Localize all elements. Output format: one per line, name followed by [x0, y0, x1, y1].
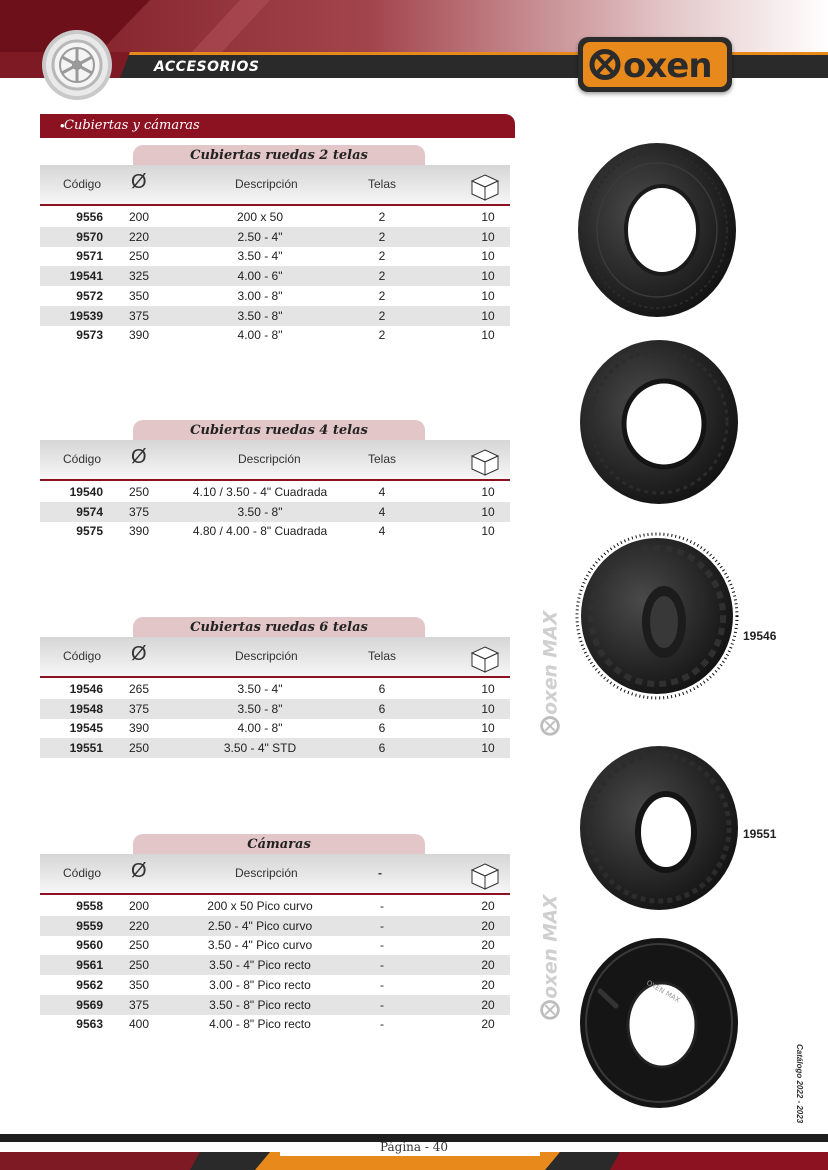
tire-label-19551: 19551	[743, 827, 777, 841]
row-plies: 6	[378, 702, 386, 716]
row-code: 19545	[69, 721, 103, 735]
oxen-logo	[578, 37, 732, 92]
row-plies: -	[380, 919, 384, 933]
row-code: 19539	[69, 309, 103, 323]
row-plies: 2	[378, 289, 386, 303]
header-diameter: Ø	[131, 860, 147, 882]
row-quantity: 10	[481, 524, 495, 538]
row-quantity: 20	[481, 998, 495, 1012]
row-diameter: 400	[129, 1017, 150, 1031]
row-quantity: 10	[481, 328, 495, 342]
header-plies: -	[378, 866, 382, 880]
row-description: 200 x 50 Pico curvo	[207, 899, 313, 913]
row-diameter: 390	[129, 524, 150, 538]
row-description: 3.50 - 8"	[237, 505, 283, 519]
table-header	[40, 165, 510, 206]
row-diameter: 375	[129, 998, 150, 1012]
row-quantity: 20	[481, 978, 495, 992]
row-diameter: 375	[129, 702, 150, 716]
header-code: Código	[63, 452, 102, 466]
table-row	[40, 896, 510, 916]
row-plies: 4	[378, 505, 386, 519]
row-description: 4.10 / 3.50 - 4" Cuadrada	[192, 485, 328, 499]
tire-label-19546: 19546	[743, 629, 777, 643]
catalog-year-text: Catálogo 2022 - 2023	[795, 1044, 804, 1124]
row-description: 3.50 - 8"	[237, 702, 283, 716]
table-title: Cubiertas ruedas 4 telas	[133, 420, 425, 441]
table-row	[40, 502, 510, 522]
row-plies: -	[380, 899, 384, 913]
row-diameter: 220	[129, 919, 150, 933]
table-row	[40, 699, 510, 719]
table-row	[40, 227, 510, 247]
row-description: 3.00 - 8" Pico recto	[209, 978, 311, 992]
table-row	[40, 266, 510, 286]
row-code: 19551	[69, 741, 103, 755]
row-code: 19546	[69, 682, 103, 696]
brand-wordmark: oxen	[623, 46, 712, 86]
row-plies: -	[380, 938, 384, 952]
row-plies: 4	[378, 524, 386, 538]
inner-tube-image	[578, 936, 740, 1110]
row-quantity: 10	[481, 269, 495, 283]
row-diameter: 200	[129, 899, 150, 913]
row-code: 19548	[69, 702, 103, 716]
tube-print: OXEN MAX	[645, 978, 682, 1005]
oxen-max-badge	[537, 892, 563, 1022]
row-code: 9570	[76, 230, 103, 244]
header-code: Código	[63, 177, 102, 191]
row-plies: 2	[378, 230, 386, 244]
header-plies: Telas	[368, 649, 397, 663]
row-quantity: 10	[481, 721, 495, 735]
row-quantity: 10	[481, 309, 495, 323]
box-icon	[470, 447, 500, 477]
row-description: 200 x 50	[236, 210, 284, 224]
table-title: Cubiertas ruedas 2 telas	[133, 145, 425, 166]
table-row	[40, 1014, 510, 1034]
row-plies: 6	[378, 682, 386, 696]
row-code: 9556	[76, 210, 103, 224]
header-description: Descripción	[238, 452, 301, 466]
category-title: Cubiertas y cámaras	[64, 118, 200, 133]
oxen-max-text: oxen MAX	[540, 610, 562, 715]
tire-image-2-ply	[576, 141, 738, 319]
table-title: Cámaras	[133, 834, 425, 855]
row-quantity: 10	[481, 289, 495, 303]
category-bar: • Cubiertas y cámaras	[40, 114, 515, 138]
row-code: 9560	[76, 938, 103, 952]
row-code: 9559	[76, 919, 103, 933]
row-code: 9575	[76, 524, 103, 538]
row-quantity: 20	[481, 899, 495, 913]
row-code: 19540	[69, 485, 103, 499]
row-diameter: 350	[129, 978, 150, 992]
row-quantity: 10	[481, 682, 495, 696]
row-diameter: 375	[129, 309, 150, 323]
box-icon	[470, 861, 500, 891]
row-code: 9572	[76, 289, 103, 303]
header-diameter: Ø	[131, 643, 147, 665]
row-plies: 6	[378, 721, 386, 735]
header-description: Descripción	[235, 649, 298, 663]
tire-image-19551	[578, 744, 740, 912]
row-quantity: 20	[481, 958, 495, 972]
table-row	[40, 325, 510, 345]
row-description: 2.50 - 4" Pico curvo	[207, 919, 313, 933]
row-diameter: 390	[129, 721, 150, 735]
row-diameter: 250	[129, 958, 150, 972]
row-description: 2.50 - 4"	[237, 230, 283, 244]
row-quantity: 10	[481, 702, 495, 716]
row-description: 3.50 - 8" Pico recto	[209, 998, 311, 1012]
table-row	[40, 955, 510, 975]
row-code: 9558	[76, 899, 103, 913]
row-description: 4.00 - 6"	[237, 269, 283, 283]
row-plies: 2	[378, 210, 386, 224]
row-plies: -	[380, 998, 384, 1012]
header-diameter: Ø	[131, 446, 147, 468]
row-description: 4.80 / 4.00 - 8" Cuadrada	[192, 524, 328, 538]
header-description: Descripción	[235, 866, 298, 880]
header-description: Descripción	[235, 177, 298, 191]
row-diameter: 220	[129, 230, 150, 244]
row-description: 3.50 - 4"	[237, 249, 283, 263]
table-row	[40, 521, 510, 541]
oxen-max-text: oxen MAX	[540, 894, 562, 999]
table-header	[40, 854, 510, 895]
header-code: Código	[63, 649, 102, 663]
row-description: 3.50 - 4" Pico curvo	[207, 938, 313, 952]
row-diameter: 265	[129, 682, 150, 696]
table-row	[40, 995, 510, 1015]
table-row	[40, 738, 510, 758]
table-row	[40, 286, 510, 306]
row-diameter: 375	[129, 505, 150, 519]
header-plies: Telas	[368, 177, 397, 191]
table-row	[40, 207, 510, 227]
row-plies: 2	[378, 269, 386, 283]
box-icon	[470, 172, 500, 202]
table-row	[40, 916, 510, 936]
row-plies: 2	[378, 328, 386, 342]
table-row	[40, 679, 510, 699]
row-quantity: 10	[481, 741, 495, 755]
row-plies: -	[380, 1017, 384, 1031]
row-code: 9569	[76, 998, 103, 1012]
oxen-max-badge	[537, 608, 563, 738]
header-code: Código	[63, 866, 102, 880]
row-diameter: 250	[129, 741, 150, 755]
row-quantity: 10	[481, 249, 495, 263]
box-icon	[470, 644, 500, 674]
table-row	[40, 306, 510, 326]
table-header	[40, 637, 510, 678]
table-row	[40, 246, 510, 266]
row-plies: 2	[378, 249, 386, 263]
row-code: 9561	[76, 958, 103, 972]
row-code: 9563	[76, 1017, 103, 1031]
row-quantity: 10	[481, 485, 495, 499]
row-quantity: 10	[481, 210, 495, 224]
row-code: 9574	[76, 505, 103, 519]
row-description: 4.00 - 8"	[237, 721, 283, 735]
row-plies: 6	[378, 741, 386, 755]
table-row	[40, 975, 510, 995]
row-description: 3.00 - 8"	[237, 289, 283, 303]
tire-image-4-ply	[578, 338, 740, 506]
row-quantity: 10	[481, 230, 495, 244]
row-diameter: 250	[129, 485, 150, 499]
row-plies: -	[380, 958, 384, 972]
catalog-year	[788, 1044, 804, 1124]
row-plies: 4	[378, 485, 386, 499]
row-diameter: 350	[129, 289, 150, 303]
row-diameter: 250	[129, 249, 150, 263]
section-label: ACCESORIOS	[154, 59, 260, 75]
row-description: 4.00 - 8"	[237, 328, 283, 342]
row-plies: -	[380, 978, 384, 992]
row-code: 9573	[76, 328, 103, 342]
row-code: 9562	[76, 978, 103, 992]
row-diameter: 250	[129, 938, 150, 952]
row-plies: 2	[378, 309, 386, 323]
row-description: 3.50 - 4"	[237, 682, 283, 696]
row-quantity: 20	[481, 1017, 495, 1031]
row-quantity: 20	[481, 919, 495, 933]
row-description: 4.00 - 8" Pico recto	[209, 1017, 311, 1031]
page-number: Página - 40	[379, 1140, 449, 1154]
row-quantity: 10	[481, 505, 495, 519]
row-description: 3.50 - 4" Pico recto	[209, 958, 311, 972]
row-code: 19541	[69, 269, 103, 283]
row-diameter: 325	[129, 269, 150, 283]
header-plies: Telas	[368, 452, 397, 466]
row-code: 9571	[76, 249, 103, 263]
row-diameter: 200	[129, 210, 150, 224]
table-title: Cubiertas ruedas 6 telas	[133, 617, 425, 638]
header-diameter: Ø	[131, 171, 147, 193]
row-description: 3.50 - 8"	[237, 309, 283, 323]
wheel-icon	[46, 34, 108, 96]
tire-image-19546	[574, 532, 740, 700]
table-row	[40, 935, 510, 955]
table-row	[40, 482, 510, 502]
row-description: 3.50 - 4" STD	[223, 741, 297, 755]
table-row	[40, 718, 510, 738]
row-quantity: 20	[481, 938, 495, 952]
table-header	[40, 440, 510, 481]
row-diameter: 390	[129, 328, 150, 342]
